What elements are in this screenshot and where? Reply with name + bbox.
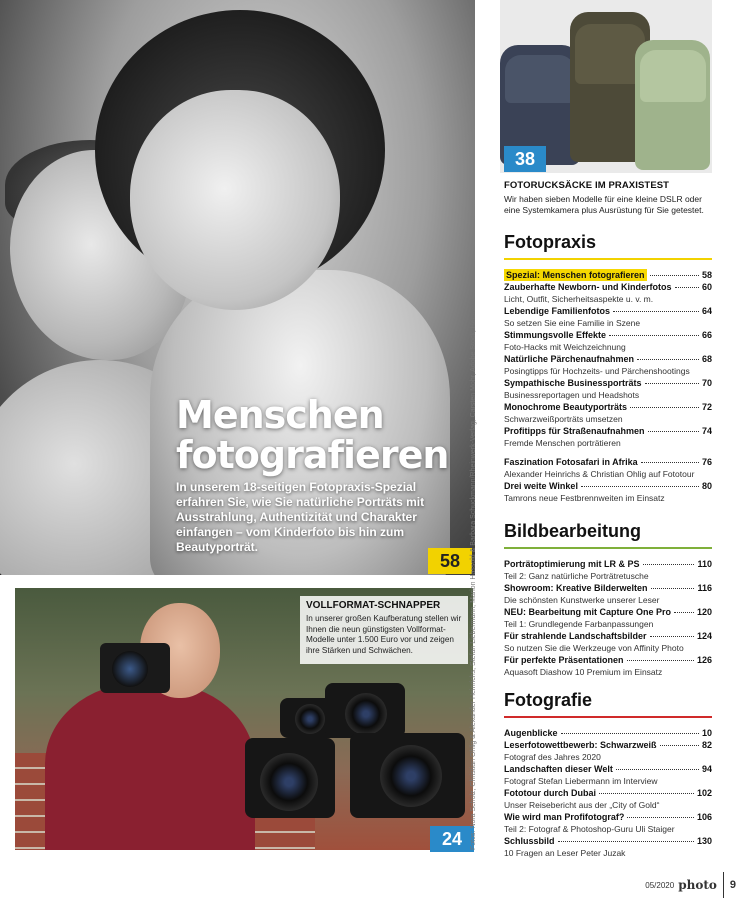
backpack-text: Wir haben sieben Modelle für eine kleine DSLR oder eine Systemkamera plus Ausrüstung für Sie getestet.	[504, 194, 704, 215]
toc-entry-subtitle: Teil 2: Ganz natürliche Porträtretusche	[504, 571, 649, 581]
toc-entry-subtitle: Fotograf des Jahres 2020	[504, 752, 601, 762]
toc-entry-title: Stimmungsvolle Effekte	[504, 330, 607, 340]
toc-entry[interactable]	[504, 582, 712, 606]
toc-entry[interactable]	[504, 480, 712, 504]
toc-entry-page: 120	[696, 607, 712, 617]
camera-nikon-icon	[245, 738, 335, 818]
toc-entry-subtitle: 10 Fragen an Leser Peter Juzak	[504, 848, 626, 858]
toc-entry-title: Leserfotowettbewerb: Schwarzweiß	[504, 740, 657, 750]
toc-entry-page: 124	[696, 631, 712, 641]
toc-entry-title: Augenblicke	[504, 728, 558, 738]
toc-entry-title: Porträtoptimierung mit LR & PS	[504, 559, 640, 569]
toc-entry-title: Schlussbild	[504, 836, 555, 846]
camera-feature-page-badge[interactable]: 24	[430, 826, 474, 852]
hero-photo	[0, 0, 475, 575]
toc-entry-subtitle: Die schönsten Kunstwerke unserer Leser	[504, 595, 660, 605]
toc-entry-title: Monochrome Beautyporträts	[504, 402, 628, 412]
toc-entry-title: Faszination Fotosafari in Afrika	[504, 457, 638, 467]
hero-page-badge[interactable]: 58	[428, 548, 472, 574]
toc-entry-title: Natürliche Pärchenaufnahmen	[504, 354, 635, 364]
toc-entry-title: Fototour durch Dubai	[504, 788, 596, 798]
photo-credit: Fotos: Nora Scholz, Christian Ohlig & Alexander Heinrichs, Stefan Liebermann, Marion Hassold & Barbara Schuckmann/Rheinwerk-Verlag, Carsten Mohr, Adobe Stock, Hersteller	[470, 298, 477, 850]
toc-entry[interactable]	[504, 727, 712, 739]
toc-entry-page: 130	[696, 836, 712, 846]
photographer-shape	[45, 683, 255, 850]
toc-entry-page: 66	[701, 330, 712, 340]
toc-entry[interactable]	[504, 739, 712, 763]
toc-entry-title: Profitipps für Straßenaufnahmen	[504, 426, 645, 436]
toc-entry-page: 60	[701, 282, 712, 292]
toc-entry-subtitle: Fremde Menschen porträtieren	[504, 438, 621, 448]
backpack-title: FOTORUCKSÄCKE IM PRAXISTEST	[504, 180, 670, 191]
toc-entry[interactable]	[504, 630, 712, 654]
toc-entry-subtitle: Posingtipps für Hochzeits- und Pärchenshootings	[504, 366, 690, 376]
toc-entry-subtitle: So nutzen Sie die Werkzeuge von Affinity Photo	[504, 643, 684, 653]
toc-entry-page: 74	[701, 426, 712, 436]
toc-entry-page: 94	[701, 764, 712, 774]
toc-entry-subtitle: Fotograf Stefan Liebermann im Interview	[504, 776, 658, 786]
toc-entry-subtitle: Aquasoft Diashow 10 Premium im Einsatz	[504, 667, 663, 677]
camera-feature-title: VOLLFORMAT-SCHNAPPER	[306, 600, 441, 611]
toc-entry-subtitle: Schwarzweißporträts umsetzen	[504, 414, 623, 424]
toc-entry[interactable]	[504, 401, 712, 425]
girl-face-shape	[130, 90, 340, 310]
toc-entry[interactable]	[504, 787, 712, 811]
section-fotopraxis	[504, 232, 712, 504]
toc-entry-page: 58	[701, 270, 712, 280]
toc-entry[interactable]	[504, 353, 712, 377]
toc-entry[interactable]	[504, 329, 712, 353]
toc-entry-page: 68	[701, 354, 712, 364]
toc-entry-title: Wie wird man Profifotograf?	[504, 812, 625, 822]
section-bildbearbeitung	[504, 521, 712, 678]
toc-entry[interactable]	[504, 811, 712, 835]
toc-entry-page: 106	[696, 812, 712, 822]
toc-entry-title: Zauberhafte Newborn- und Kinderfotos	[504, 282, 672, 292]
toc-entry-page: 82	[701, 740, 712, 750]
toc-entry[interactable]	[504, 763, 712, 787]
toc-entry-title: Lebendige Familienfotos	[504, 306, 611, 316]
toc-entry[interactable]	[504, 269, 712, 281]
camera-feature-box	[300, 596, 468, 664]
toc-entry[interactable]	[504, 558, 712, 582]
hero-headline-line2: fotografieren	[176, 433, 449, 477]
section-title: Fotografie	[504, 690, 712, 718]
toc-entry[interactable]	[504, 456, 712, 480]
footer-issue: 05/2020	[645, 880, 675, 890]
toc-entry-title: Für perfekte Präsentationen	[504, 655, 624, 665]
toc-entry-subtitle: Foto-Hacks mit Weichzeichnung	[504, 342, 626, 352]
toc-entry-subtitle: So setzen Sie eine Familie in Szene	[504, 318, 641, 328]
toc-entry-subtitle: Unser Reisebericht aus der „City of Gold“	[504, 800, 660, 810]
section-title: Bildbearbeitung	[504, 521, 712, 549]
camera-held-icon	[100, 643, 170, 693]
toc-entry-subtitle: Tamrons neue Festbrennweiten im Einsatz	[504, 493, 665, 503]
toc-entry-title: Spezial: Menschen fotografieren	[506, 270, 645, 280]
toc-entry-page: 116	[697, 583, 712, 593]
toc-entry-page: 64	[701, 306, 712, 316]
toc-entry-title: Sympathische Businessporträts	[504, 378, 642, 388]
backpack-caption	[504, 180, 710, 216]
toc-entry-title: NEU: Bearbeitung mit Capture One Pro	[504, 607, 672, 617]
toc-entry-subtitle: Alexander Heinrichs & Christian Ohlig auf Fototour	[504, 469, 695, 479]
toc-entry-subtitle: Businessreportagen und Headshots	[504, 390, 640, 400]
toc-entry-page: 10	[701, 728, 712, 738]
toc-entry-page: 76	[701, 457, 712, 467]
toc-entry-title: Landschaften dieser Welt	[504, 764, 613, 774]
page-footer	[645, 872, 736, 898]
toc-entry[interactable]	[504, 377, 712, 401]
toc-entry[interactable]	[504, 425, 712, 449]
hero-teaser: In unserem 18-seitigen Fotopraxis-Spezial erfahren Sie, wie Sie natürliche Porträts mit Ausstrahlung, Authentizität und Charakter einfangen – vom Kinderfoto bis hin zum Beautyporträt.	[176, 480, 425, 554]
section-fotografie	[504, 690, 712, 859]
toc-entry[interactable]	[504, 606, 712, 630]
hero-headline-line1: Menschen	[176, 393, 384, 437]
toc-entry-subtitle: Licht, Outfit, Sicherheitsaspekte u. v. m.	[504, 294, 654, 304]
toc-entry-subtitle: Teil 2: Fotograf & Photoshop-Guru Uli Staiger	[504, 824, 675, 834]
toc-entry-page: 72	[701, 402, 712, 412]
toc-entry-page: 110	[697, 559, 712, 569]
hero-headline	[176, 395, 448, 475]
toc-entry-subtitle: Teil 1: Grundlegende Farbanpassungen	[504, 619, 654, 629]
toc-entry[interactable]	[504, 305, 712, 329]
backpack-green-icon	[635, 40, 710, 170]
footer-page-number: 9	[729, 879, 736, 891]
toc-entry-title: Für strahlende Landschaftsbilder	[504, 631, 647, 641]
section-title: Fotopraxis	[504, 232, 712, 260]
toc-entry-page: 70	[701, 378, 712, 388]
toc-entry[interactable]	[504, 654, 712, 678]
camera-canon-icon	[350, 733, 465, 818]
toc-entry-title: Showroom: Kreative Bilderwelten	[504, 583, 648, 593]
toc-entry[interactable]	[504, 281, 712, 305]
camera-sony-a7-icon	[325, 683, 405, 738]
footer-divider	[723, 872, 724, 898]
backpack-page-badge[interactable]: 38	[504, 146, 546, 172]
toc-entry-page: 126	[696, 655, 712, 665]
toc-entry[interactable]	[504, 835, 712, 859]
toc-entry-page: 80	[701, 481, 712, 491]
toc-entry-page: 102	[696, 788, 712, 798]
footer-magazine-logo: photo	[678, 878, 717, 892]
camera-feature-text: In unserer großen Kaufberatung stellen wir Ihnen die neun günstigsten Vollformat-Modelle unter 1.500 Euro vor und zeigen ihre Stärken und Schwächen.	[306, 614, 462, 655]
toc-entry-title: Drei weite Winkel	[504, 481, 578, 491]
